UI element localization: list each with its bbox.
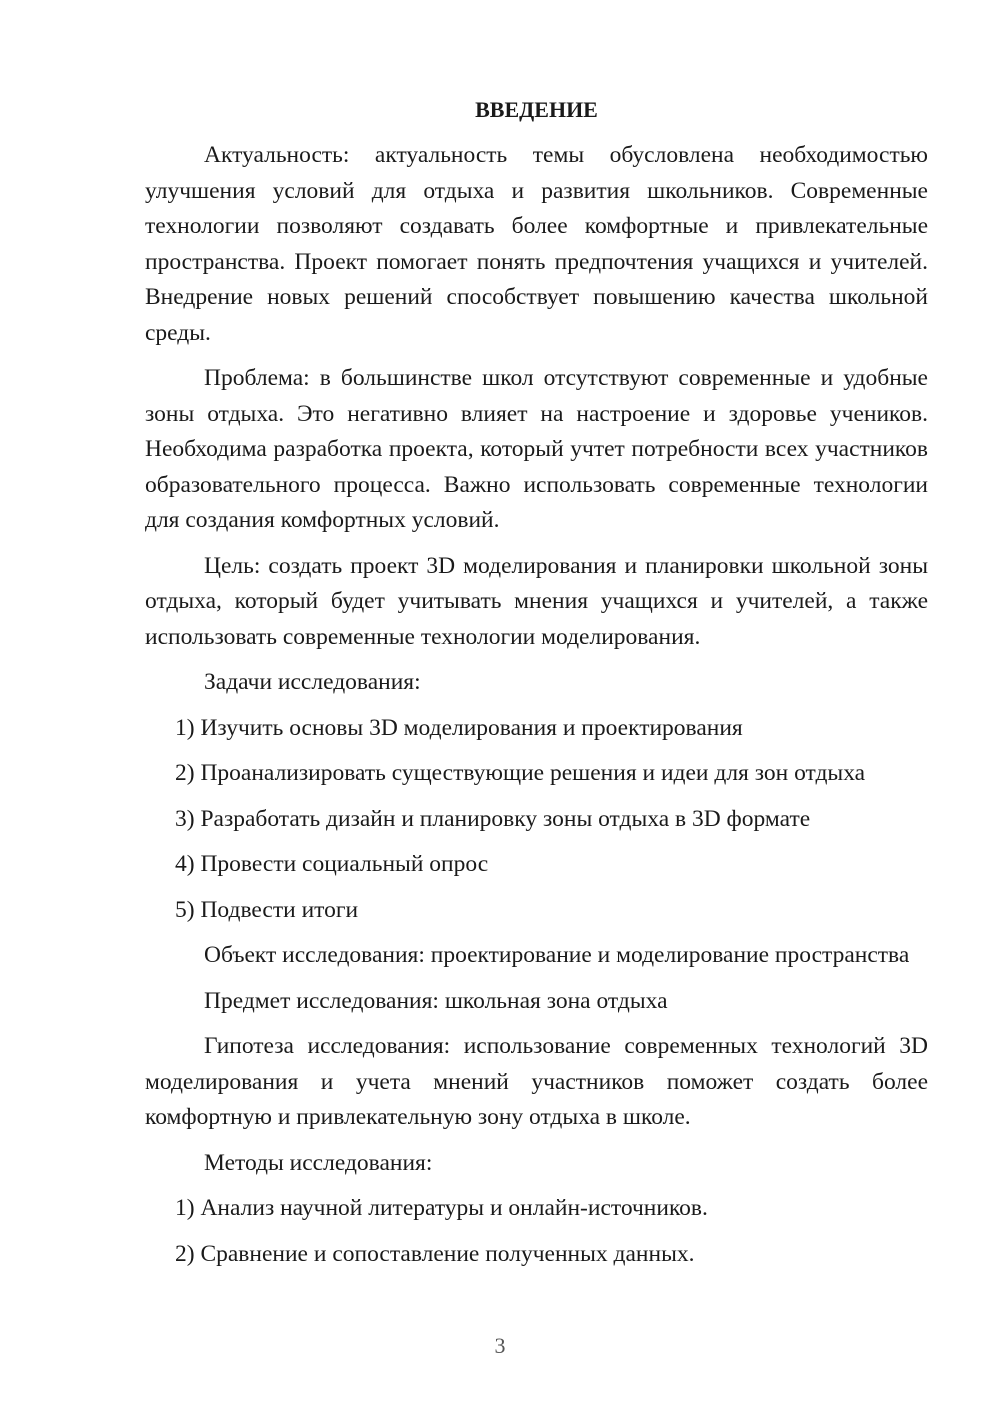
- method-item-1: 1) Анализ научной литературы и онлайн-источников.: [175, 1195, 708, 1221]
- section-title: ВВЕДЕНИЕ: [475, 97, 598, 122]
- document-page: [145, 92, 928, 1272]
- task-item-5: 5) Подвести итоги: [175, 896, 359, 923]
- subject-paragraph: Предмет исследования: школьная зона отдыха: [204, 987, 668, 1014]
- task-item-4: 4) Провести социальный опрос: [175, 851, 489, 877]
- task-item-1: 1) Изучить основы 3D моделирования и проектирования: [175, 714, 743, 741]
- task-item-2: 2) Проанализировать существующие решения и идеи для зон отдыха: [175, 760, 866, 786]
- tasks-heading: Задачи исследования:: [204, 669, 421, 695]
- hypothesis-paragraph: Гипотеза исследования: использование современных технологий 3D моделирования и учета мнений участников поможет создать более комфортную и привлекательную зону отдыха в школе.: [145, 1033, 928, 1130]
- task-item-3: 3) Разработать дизайн и планировку зоны отдыха в 3D формате: [175, 805, 811, 832]
- goal-paragraph: Цель: создать проект 3D моделирования и планировки школьной зоны отдыха, который будет учитывать мнения учащихся и учителей, а также использовать современные технологии моделирования.: [145, 552, 928, 650]
- page-number: 3: [494, 1333, 506, 1358]
- problem-paragraph: Проблема: в большинстве школ отсутствуют современные и удобные зоны отдыха. Это негативно влияет на настроение и здоровье учеников. Необходима разработка проекта, который учтет потребности всех участников образовательного процесса. Важно использовать современные технологии для создания комфортных условий.: [145, 365, 928, 533]
- methods-heading: Методы исследования:: [204, 1149, 433, 1176]
- method-item-2: 2) Сравнение и сопоставление полученных данных.: [175, 1240, 695, 1267]
- object-paragraph: Объект исследования: проектирование и моделирование пространства: [204, 942, 910, 968]
- relevance-paragraph: Актуальность: актуальность темы обусловлена необходимостью улучшения условий для отдыха и развития школьников. Современные технологии позволяют создавать более комфортные и привлекательные пространства. Проект помогает понять предпочтения учащихся и учителей. Внедрение новых решений способствует повышению качества школьной среды.: [145, 142, 928, 346]
